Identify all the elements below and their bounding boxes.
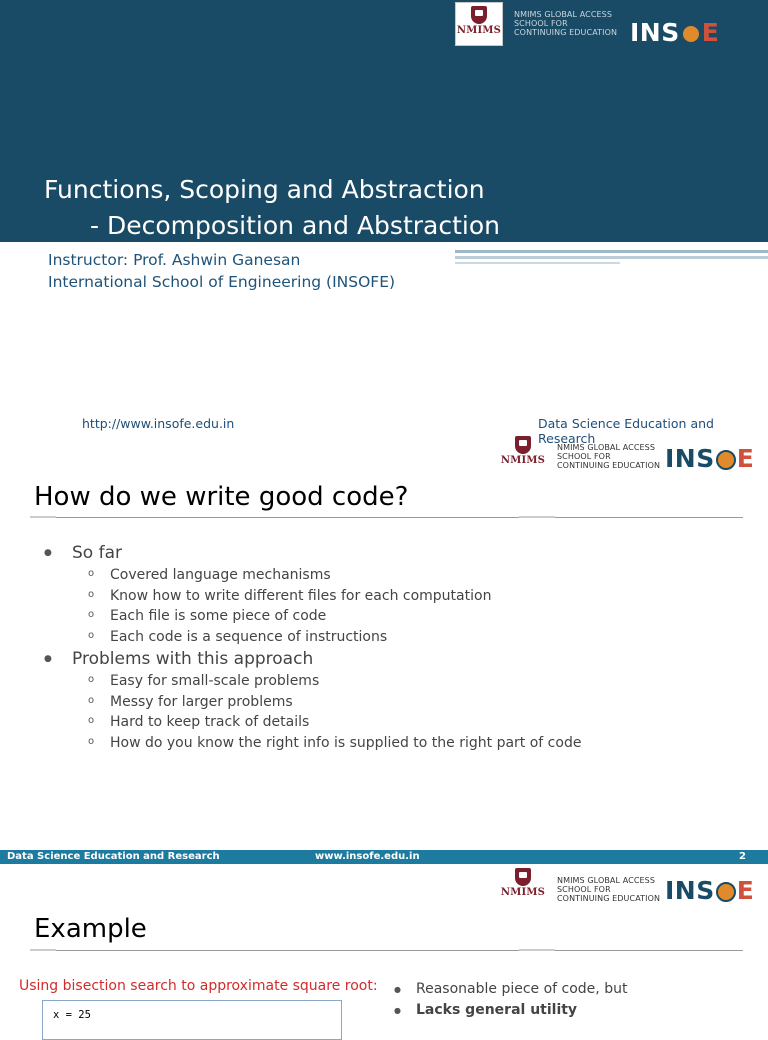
insofe-logo (665, 444, 754, 473)
school-line-1: NMIMS GLOBAL ACCESS (557, 876, 656, 885)
school-line-3: CONTINUING EDUCATION (514, 28, 618, 37)
code-line: x = 25 (53, 1009, 91, 1021)
heading-divider-mark (30, 949, 56, 951)
school-line-2: SCHOOL FOR (514, 19, 568, 28)
school-line-2: SCHOOL FOR (557, 452, 611, 461)
insofe-logo-end: E (701, 18, 720, 47)
sub-bullet-item: o Messy for larger problems (34, 692, 754, 713)
nmims-logo-text: NMIMS (456, 25, 502, 36)
sub-bullet-item: o Each file is some piece of code (34, 606, 754, 627)
example-label: Using bisection search to approximate square root: (19, 978, 378, 994)
bullet-item: ● Problems with this approach (34, 647, 754, 671)
bullet-item: ● So far (34, 541, 754, 565)
heading-divider (30, 950, 743, 951)
insofe-logo (665, 876, 754, 905)
sun-icon (681, 24, 701, 44)
sub-bullet-item: o Each code is a sequence of instructions (34, 627, 754, 648)
page-number: 2 (739, 851, 746, 862)
insofe-logo-end: E (736, 876, 755, 905)
sub-bullet-item: o How do you know the right info is supplied to the right part of code (34, 733, 754, 754)
title-line-2: - Decomposition and Abstraction (90, 211, 500, 240)
decorative-stripe (455, 262, 620, 264)
school-name (557, 443, 660, 470)
nmims-logo-text: NMIMS (500, 887, 546, 898)
school-name (514, 10, 617, 37)
sub-bullet-item: o Know how to write different files for each computation (34, 586, 754, 607)
insofe-logo-end: E (736, 444, 755, 473)
school-line-1: NMIMS GLOBAL ACCESS (557, 443, 656, 452)
sub-bullet-item: o Easy for small-scale problems (34, 671, 754, 692)
footer-url: www.insofe.edu.in (315, 851, 420, 862)
nmims-crest-icon (471, 6, 487, 24)
school-line-3: CONTINUING EDUCATION (557, 894, 661, 903)
right-bullet-list (390, 979, 760, 1021)
slide-heading: How do we write good code? (34, 482, 409, 512)
heading-divider-mark (30, 516, 56, 518)
nmims-crest-icon (515, 868, 531, 886)
insofe-logo-prefix: INS (665, 876, 715, 905)
decorative-stripe (455, 250, 768, 253)
website-link[interactable]: http://www.insofe.edu.in (82, 416, 235, 431)
title-line-1: Functions, Scoping and Abstraction (44, 175, 485, 204)
school-line-2: SCHOOL FOR (557, 885, 611, 894)
bullet-item: ● Reasonable piece of code, but (390, 979, 760, 1000)
institution-name: International School of Engineering (INSOFE) (48, 273, 396, 291)
school-line-1: NMIMS GLOBAL ACCESS (514, 10, 613, 19)
footer-tagline: Data Science Education and Research (7, 851, 220, 862)
school-line-3: CONTINUING EDUCATION (557, 461, 661, 470)
nmims-crest-icon (515, 436, 531, 454)
insofe-logo-prefix: INS (630, 18, 680, 47)
nmims-logo (500, 868, 546, 908)
heading-divider (30, 517, 743, 518)
school-name (557, 876, 660, 903)
sub-bullet-item: o Hard to keep track of details (34, 712, 754, 733)
code-block (42, 1000, 342, 1040)
nmims-logo-text: NMIMS (500, 455, 546, 466)
presenter-info (48, 249, 395, 293)
sun-icon (716, 882, 736, 902)
sun-icon (716, 450, 736, 470)
sub-bullet-item: o Covered language mechanisms (34, 565, 754, 586)
instructor-name: Instructor: Prof. Ashwin Ganesan (48, 251, 301, 269)
slide-heading: Example (34, 914, 147, 944)
heading-divider-mark (519, 516, 555, 518)
insofe-logo (630, 18, 719, 47)
heading-divider-mark (519, 949, 555, 951)
bullet-item: ● Lacks general utility (390, 1000, 760, 1021)
nmims-logo (455, 2, 503, 46)
insofe-logo-prefix: INS (665, 444, 715, 473)
title-slide-heading (44, 172, 744, 244)
tagline: Data Science Education and Research (538, 416, 714, 446)
decorative-stripe (455, 256, 768, 259)
nmims-logo (500, 436, 546, 476)
bullet-list (34, 541, 754, 753)
slide-footer (0, 850, 768, 864)
